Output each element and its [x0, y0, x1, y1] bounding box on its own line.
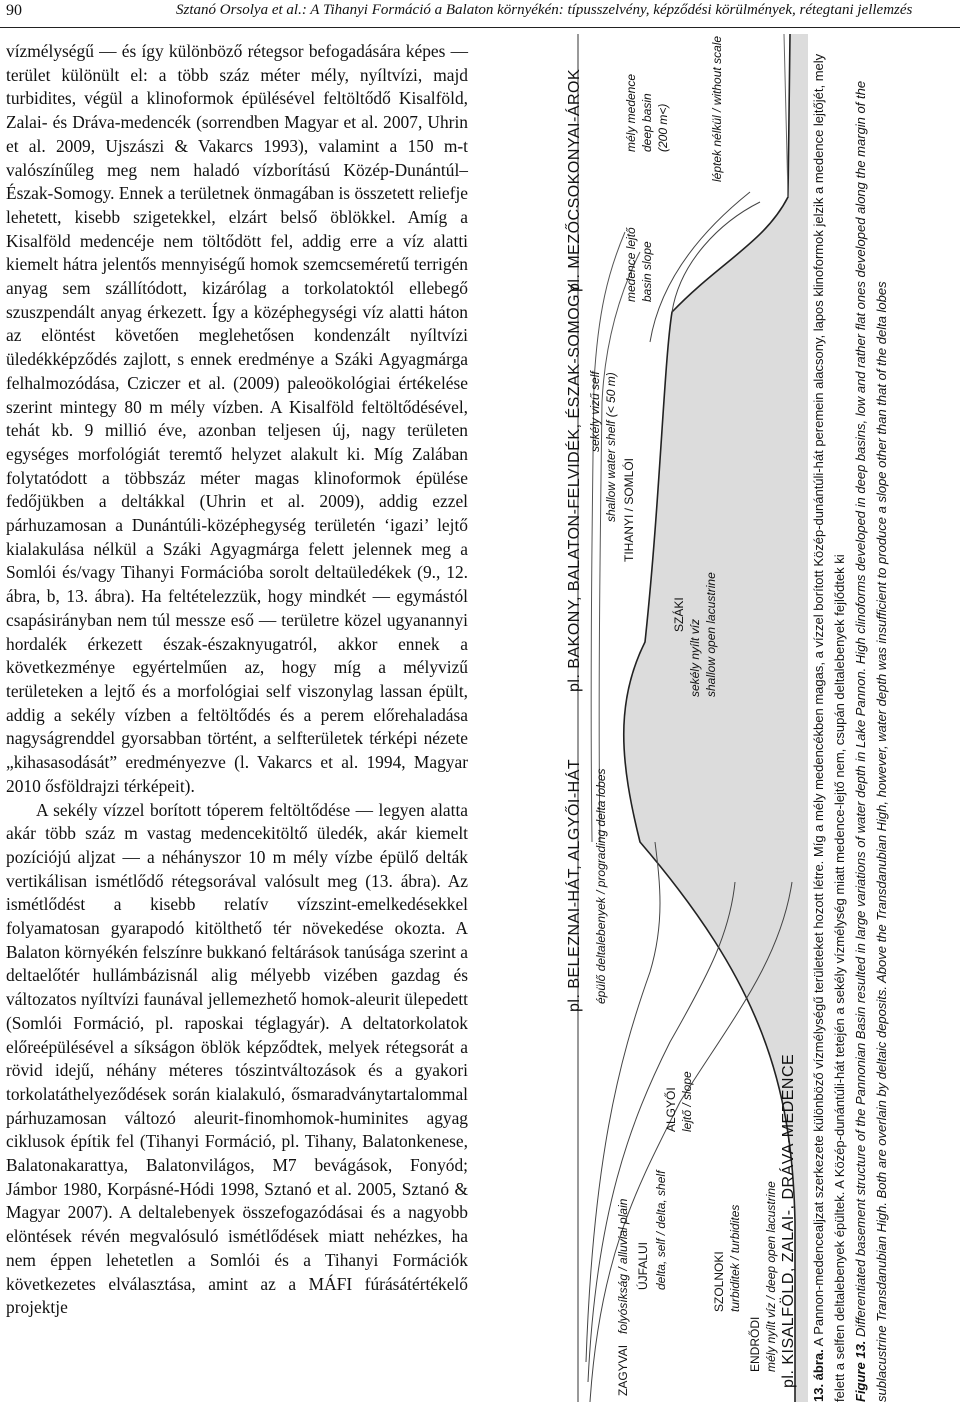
label-ujfalui-desc: delta, self / delta, shelf [654, 1170, 668, 1290]
label-basin-slope-en: basin slope [640, 241, 654, 302]
label-tihanyi-somloi: TIHANYI / SOMLÓI [622, 457, 636, 562]
region-label-mezocsokonya: pl. MEZŐCSOKONYAI-ÁROK [566, 68, 583, 292]
header-rule [0, 27, 960, 28]
label-ujfalui: ÚJFALUI [636, 1241, 650, 1290]
label-szaki-desc-en: shallow open lacustrine [704, 572, 718, 697]
label-shelf-hu: sekély vizű self [588, 371, 602, 452]
label-algyoi-desc: lejtő / slope [680, 1071, 694, 1132]
running-head: Sztanó Orsolya et al.: A Tihanyi Formáció a Balaton környékén: típusszelvény, képződési körülmények, rétegtani jellemzés [176, 2, 913, 18]
label-szaki-desc-hu: sekély nyílt víz [688, 618, 702, 697]
label-deep-basin-en: deep basin [640, 93, 654, 152]
label-no-scale: léptek nélkül / without scale [710, 35, 724, 182]
label-algyoi: ALGYŐI [664, 1087, 678, 1132]
label-szolnoki-desc: turbiditek / turbidites [728, 1204, 742, 1312]
label-deep-basin-depth: (200 m<) [656, 103, 670, 152]
label-zagyvai-desc: folyósíkság / alluvial plain [616, 1198, 630, 1334]
caption-en-lead: Figure 13. [853, 1340, 868, 1402]
page-number: 90 [6, 2, 22, 19]
caption-hu-text: A Pannon-medencealjzat szerkezete különböző vízmélységű területeket hozott létre. Míg a mély medencékben magas, a vízzel borított Közép-dunántúli-hát peremein alacsony, lapos klinoformok jelzik a medence lejtőjét, mely felett a selfen deltalebenyek épültek. A Közép-dunántúli-hát tetején a sekély vízmélység miatt medence-lejtő nem, csupán deltalebenyek fejlődtek ki [811, 53, 847, 1402]
label-szaki: SZÁKI [672, 597, 686, 632]
label-basin-slope-hu: medence lejtő [624, 227, 638, 302]
label-prograding-lobes: épülő deltalebenyek / prograding delta lobes [594, 768, 608, 1004]
label-zagyvai: ZAGYVAI [616, 1344, 630, 1396]
caption-hu-lead: 13. ábra. [811, 1349, 826, 1402]
region-label-beleznai: pl. BELEZNAI-HÁT, ALGYŐI-HÁT [566, 758, 583, 1012]
body-paragraph-2: A sekély vízzel borított tóperem feltöltődése — legyen alatta akár több száz m vastag medencekitöltő üledék, akár kiemelt pozíciójú aljzat — a néhányszor 10 m mély vízbe épülő delták vertikálisan ismétlődő rétegsorával valósult meg (13. ábra). Az ismétlődést a kisebb relatív vízszint-emelkedésekkel folyamatosan gyarapodó kitölthető tér növekedése okozta. A Balaton környékén felszínre bukkanó feltárások tanúsága szerint a deltaelőtér hullámbázisnál alig mélyebb vizében gazdag és változatos nyíltvízi faunával jellemezhető homok-aleurit ülepedett (Somlói Formáció, pl. raposkai téglagyár). A deltatorkolatok előreépülésével a síkságon öblök képződtek, melyek rétegsorát a rövid idejű, néhány méteres tószintváltozások és a gyakori torkolatáthelyeződések során kialakuló, ősmaradványtartalommal párhuzamosan változó aleurit-finomhomok-huminites agyag ciklusok építik fel (Tihanyi Formáció, pl. Tihany, Balatonkenese, Balatonakarattya, Balatonvilágos, M7 bevágások, Fonyód; Jámbor 1980, Korpásné-Hódi 1998, Sztanó et al. 2005, Sztanó & Magyar 2007). A deltalebenyek összefogazódásai és a nagyobb elöntések révén megvalósuló ismétlődések miatt nehézkes, ha nem éppen lehetetlen a Somlói és a Tihanyi Formációk következetes elválasztása, amint az a MÁFI fúrásátértékelő projektje [6, 799, 468, 1318]
label-endrodi-desc: mély nyílt víz / deep open lacustrine [764, 1181, 778, 1372]
caption-hungarian [808, 34, 850, 1402]
figure-caption [808, 34, 892, 1402]
region-label-bakony: pl. BAKONY, BALATON-FELVIDÉK, ÉSZAK-SOMOGY [566, 282, 583, 692]
label-deep-basin-hu: mély medence [624, 73, 638, 152]
caption-english [850, 34, 892, 1402]
figure-13 [560, 34, 960, 1402]
caption-en-text: Differentiated basement structure of the Pannonian Basin resulted in large variations of water depth in Lake Pannon. High clinoforms developed in deep basins, low and rather flat ones developed along the margin of the sublacustrine Transdanubian High. Both are overlain by deltaic deposits. Above the Transdanubian High, however, water depth was insufficient to produce a slope other than that of the delta lobes [853, 80, 889, 1402]
deep-basin-line [784, 34, 788, 197]
label-shelf-en: shallow water shelf (< 50 m) [604, 372, 618, 522]
body-text-column [6, 40, 468, 1320]
figure-rotated-content [560, 34, 960, 1402]
label-endrodi: ENDRŐDI [748, 1316, 762, 1372]
page-header [0, 0, 960, 28]
region-label-kisalfold: pl. KISALFÖLD, ZALAI-, DRÁVA-MEDENCE [780, 1053, 797, 1388]
label-szolnoki: SZOLNOKI [712, 1251, 726, 1312]
delta-lobe-line-2 [591, 232, 625, 842]
body-paragraph-1: vízmélységű — és így különböző rétegsor befogadására képes — terület különült el: a több száz méter mély, nyíltvízi, majd turbidites, végül a klinoformok épülésével feltöltődő Kisalföld, Zalai- és Dráva-medencék (sorrendben Magyar et al. 2007, Uhrin et al. 2009, Ujszászi & Vakarcs 1993), valamint a 150 m-t valószínűleg meg nem haladó vízborítású Közép-Dunántúl–Észak-Somogy. Ennek a területnek önmagában is összetett reliefje lehetett, kisebb szigetekkel, elzárt belső öblökkel. Amíg a Kisalföld medencéje nem töltődött fel, addig erre a víz alatti kiemelt hátra jelentős mennyiségű homok szemcseméretű terrigén anyag sem szállítódott, kizárólag a torkolatoktól ellebegő szuszpendált anyag érkezett. Így a középhegységi víz alatti háton az elöntést követően meglehetősen kondenzált nyíltvízi üledékképződés zajlott, s ennek eredménye a Száki Agyagmárga felhalmozódása, Cziczer et al. (2009) paleoökológiai értékelése szerint mintegy 80 m mély vízben. A Kisalföld feltöltődésével, tehát kb. 9 millió éve, azonban teljesen új, nagy területen egységes morfológiát teremtő helyzet alakult ki. Míg Zalában folytatódott a többszáz méter magas klinoformok épülése fedőjükben a deltákkal (Uhrin et al. 2009), addig ezzel párhuzamosan a Dunántúli-középhegység területén ‘igazi’ lejtő kialakulása nélkül a Száki Agyagmárga felett jelennek meg a Somlói és/vagy Tihanyi Formációba sorolt deltaüledékek (9., 12. ábra, b, 13. ábra). Ha feltételezzük, hogy mindkét — egymástól csapásirányban nem túl messze eső — területre közel ugyanannyi hordalék érkezett észak-északnyugatról, akkor ennek a következménye egyértelműen az, hogy míg a mélyvizű területeken a lejtő és a morfológiai self viszonylag lassan épült, addig a sekély vízben a feltöltődés és a perem előrehaladása nagyságrenddel gyorsabban történt, a selfterületek térképi nézete „kihasasodását” eredményezve (l. Vakarcs et al. 1994, Magyar 2010 ősföldrajzi térképeit). [6, 41, 468, 796]
